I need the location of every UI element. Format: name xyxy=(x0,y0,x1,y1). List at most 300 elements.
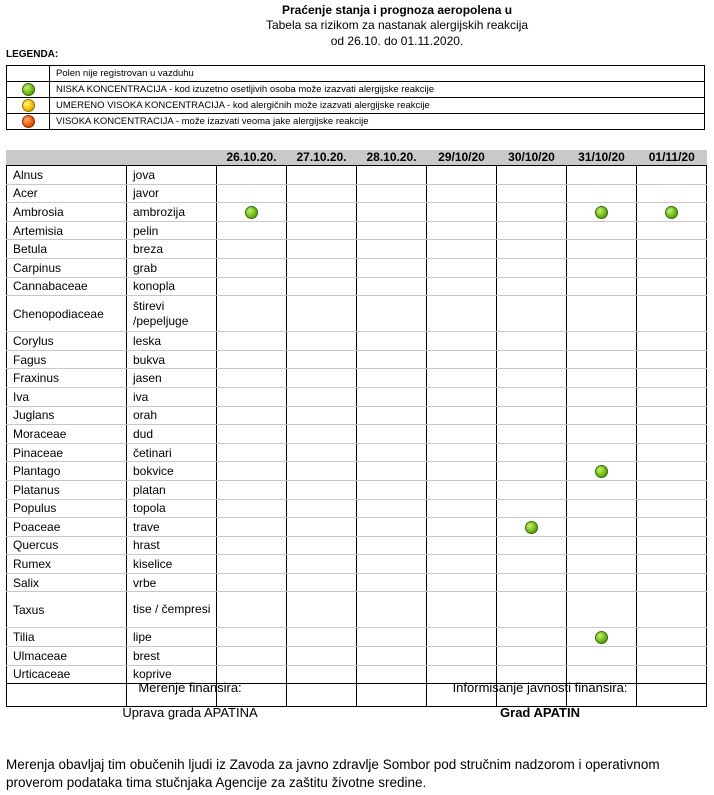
level-cell xyxy=(217,462,287,481)
latin-name: Platanus xyxy=(7,480,127,499)
pollen-table xyxy=(6,150,707,707)
level-cell xyxy=(357,240,427,259)
table-row xyxy=(7,499,707,518)
level-cell xyxy=(567,462,637,481)
green-dot-icon xyxy=(595,206,608,219)
level-cell xyxy=(217,628,287,647)
level-cell xyxy=(357,369,427,388)
table-row xyxy=(7,184,707,203)
latin-name: Artemisia xyxy=(7,221,127,240)
level-cell xyxy=(427,536,497,555)
level-cell xyxy=(287,628,357,647)
level-cell xyxy=(497,443,567,462)
latin-name: Betula xyxy=(7,240,127,259)
level-cell xyxy=(287,536,357,555)
latin-name: Chenopodiaceae xyxy=(7,296,127,332)
level-cell xyxy=(427,369,497,388)
level-cell xyxy=(427,166,497,185)
level-cell xyxy=(287,184,357,203)
level-cell xyxy=(287,555,357,574)
level-cell xyxy=(217,258,287,277)
local-name: javor xyxy=(127,184,217,203)
table-row xyxy=(7,332,707,351)
level-cell xyxy=(567,406,637,425)
table-row xyxy=(7,592,707,628)
table-row xyxy=(7,221,707,240)
table-row xyxy=(7,555,707,574)
level-cell xyxy=(287,592,357,628)
legend-text: VISOKA KONCENTRACIJA - može izazvati veoma jake alergijske reakcije xyxy=(50,114,705,130)
local-name: platan xyxy=(127,480,217,499)
level-cell xyxy=(357,258,427,277)
level-cell xyxy=(637,573,707,592)
level-cell xyxy=(497,332,567,351)
level-cell xyxy=(567,166,637,185)
legend-row xyxy=(7,98,705,114)
level-cell xyxy=(427,203,497,222)
level-cell xyxy=(427,592,497,628)
legend-swatch xyxy=(7,114,50,130)
level-cell xyxy=(357,665,427,684)
legend-text: Polen nije registrovan u vazduhu xyxy=(50,66,705,82)
legend-row xyxy=(7,114,705,130)
level-cell xyxy=(357,332,427,351)
local-name: iva xyxy=(127,387,217,406)
level-cell xyxy=(497,536,567,555)
level-cell xyxy=(637,462,707,481)
inform-funding-value: Grad APATIN xyxy=(500,705,580,720)
latin-name: Tilia xyxy=(7,628,127,647)
table-row xyxy=(7,166,707,185)
level-cell xyxy=(357,480,427,499)
measure-funding-label: Merenje finansira: xyxy=(138,680,242,695)
level-cell xyxy=(497,184,567,203)
level-cell xyxy=(567,536,637,555)
latin-name: Corylus xyxy=(7,332,127,351)
level-cell xyxy=(637,221,707,240)
local-name: tise / čempresi xyxy=(127,592,217,628)
legend-text: NISKA KONCENTRACIJA - kod izuzetno osetljivih osoba može izazvati alergijske reakcije xyxy=(50,82,705,98)
green-dot-icon xyxy=(22,83,35,96)
level-cell xyxy=(217,647,287,666)
level-cell xyxy=(567,518,637,537)
level-cell xyxy=(287,369,357,388)
local-name: jova xyxy=(127,166,217,185)
local-name: kiselice xyxy=(127,555,217,574)
date-header: 28.10.20. xyxy=(357,150,427,166)
level-cell xyxy=(287,499,357,518)
level-cell xyxy=(637,369,707,388)
level-cell xyxy=(567,296,637,332)
legend-swatch xyxy=(7,98,50,114)
level-cell xyxy=(497,406,567,425)
local-name: štirevi /pepeljuge xyxy=(127,296,217,332)
level-cell xyxy=(567,499,637,518)
level-cell xyxy=(497,573,567,592)
latin-name: Pinaceae xyxy=(7,443,127,462)
level-cell xyxy=(217,387,287,406)
level-cell xyxy=(357,573,427,592)
level-cell xyxy=(287,221,357,240)
latin-name: Moraceae xyxy=(7,425,127,444)
level-cell xyxy=(497,277,567,296)
level-cell xyxy=(217,425,287,444)
table-row xyxy=(7,628,707,647)
latin-name: Juglans xyxy=(7,406,127,425)
level-cell xyxy=(287,665,357,684)
table-row xyxy=(7,443,707,462)
latin-name: Salix xyxy=(7,573,127,592)
level-cell xyxy=(637,332,707,351)
table-row xyxy=(7,518,707,537)
level-cell xyxy=(427,277,497,296)
legend-text: UMERENO VISOKA KONCENTRACIJA - kod alergičnih može izazvati alergijske reakcije xyxy=(50,98,705,114)
level-cell xyxy=(287,277,357,296)
level-cell xyxy=(287,425,357,444)
level-cell xyxy=(287,462,357,481)
local-name: grab xyxy=(127,258,217,277)
level-cell xyxy=(567,221,637,240)
document-header xyxy=(0,3,714,49)
level-cell xyxy=(497,592,567,628)
latin-name: Quercus xyxy=(7,536,127,555)
date-header: 26.10.20. xyxy=(217,150,287,166)
level-cell xyxy=(637,499,707,518)
date-header: 29/10/20 xyxy=(427,150,497,166)
local-name: koprive xyxy=(127,665,217,684)
document-period: od 26.10. do 01.11.2020. xyxy=(330,34,464,48)
level-cell xyxy=(567,350,637,369)
level-cell xyxy=(217,555,287,574)
level-cell xyxy=(637,240,707,259)
level-cell xyxy=(427,425,497,444)
header-blank xyxy=(127,150,217,166)
table-row xyxy=(7,480,707,499)
level-cell xyxy=(637,387,707,406)
level-cell xyxy=(637,647,707,666)
level-cell xyxy=(217,350,287,369)
document-title: Praćenje stanja i prognoza aeropolena u xyxy=(281,3,513,17)
level-cell xyxy=(567,573,637,592)
level-cell xyxy=(217,499,287,518)
level-cell xyxy=(637,166,707,185)
level-cell xyxy=(567,555,637,574)
level-cell xyxy=(217,184,287,203)
green-dot-icon xyxy=(595,465,608,478)
level-cell xyxy=(567,480,637,499)
level-cell xyxy=(497,221,567,240)
level-cell xyxy=(637,443,707,462)
level-cell xyxy=(287,443,357,462)
level-cell xyxy=(357,387,427,406)
level-cell xyxy=(287,480,357,499)
level-cell xyxy=(427,350,497,369)
level-cell xyxy=(637,350,707,369)
latin-name: Ambrosia xyxy=(7,203,127,222)
latin-name: Alnus xyxy=(7,166,127,185)
header-blank xyxy=(7,150,127,166)
legend-heading: LEGENDA: xyxy=(6,49,59,60)
latin-name: Rumex xyxy=(7,555,127,574)
level-cell xyxy=(427,296,497,332)
date-header-row xyxy=(7,150,707,166)
latin-name: Taxus xyxy=(7,592,127,628)
level-cell xyxy=(567,369,637,388)
latin-name: Cannabaceae xyxy=(7,277,127,296)
table-row xyxy=(7,387,707,406)
level-cell xyxy=(567,628,637,647)
local-name: pelin xyxy=(127,221,217,240)
level-cell xyxy=(427,332,497,351)
level-cell xyxy=(217,332,287,351)
level-cell xyxy=(357,350,427,369)
measure-funding-value: Uprava grada APATINA xyxy=(122,705,258,720)
level-cell xyxy=(637,592,707,628)
level-cell xyxy=(357,499,427,518)
level-cell xyxy=(637,277,707,296)
level-cell xyxy=(497,258,567,277)
level-cell xyxy=(287,406,357,425)
level-cell xyxy=(357,184,427,203)
level-cell xyxy=(287,647,357,666)
table-row xyxy=(7,296,707,332)
blank-cell xyxy=(7,684,127,707)
date-header: 27.10.20. xyxy=(287,150,357,166)
local-name: trave xyxy=(127,518,217,537)
table-row xyxy=(7,406,707,425)
local-name: četinari xyxy=(127,443,217,462)
level-cell xyxy=(217,573,287,592)
local-name: breza xyxy=(127,240,217,259)
local-name: bukva xyxy=(127,350,217,369)
level-cell xyxy=(497,480,567,499)
table-row xyxy=(7,647,707,666)
table-row xyxy=(7,425,707,444)
level-cell xyxy=(427,406,497,425)
level-cell xyxy=(497,350,567,369)
local-name: topola xyxy=(127,499,217,518)
level-cell xyxy=(567,647,637,666)
level-cell xyxy=(637,406,707,425)
level-cell xyxy=(567,240,637,259)
orange-dot-icon xyxy=(22,115,35,128)
level-cell xyxy=(287,166,357,185)
level-cell xyxy=(217,221,287,240)
level-cell xyxy=(217,592,287,628)
latin-name: Urticaceae xyxy=(7,665,127,684)
level-cell xyxy=(357,518,427,537)
latin-name: Acer xyxy=(7,184,127,203)
level-cell xyxy=(427,518,497,537)
legend-swatch xyxy=(7,82,50,98)
level-cell xyxy=(427,555,497,574)
local-name: konopla xyxy=(127,277,217,296)
level-cell xyxy=(497,647,567,666)
local-name: vrbe xyxy=(127,573,217,592)
level-cell xyxy=(217,166,287,185)
level-cell xyxy=(217,406,287,425)
level-cell xyxy=(497,555,567,574)
level-cell xyxy=(637,555,707,574)
level-cell xyxy=(427,258,497,277)
legend-row xyxy=(7,66,705,82)
level-cell xyxy=(567,332,637,351)
inform-funding-label: Informisanje javnosti finansira: xyxy=(452,680,628,695)
local-name: orah xyxy=(127,406,217,425)
level-cell xyxy=(427,443,497,462)
level-cell xyxy=(357,443,427,462)
level-cell xyxy=(637,628,707,647)
level-cell xyxy=(217,518,287,537)
level-cell xyxy=(217,277,287,296)
level-cell xyxy=(427,184,497,203)
green-dot-icon xyxy=(525,521,538,534)
level-cell xyxy=(637,480,707,499)
level-cell xyxy=(497,387,567,406)
level-cell xyxy=(637,203,707,222)
date-header: 30/10/20 xyxy=(497,150,567,166)
local-name: bokvice xyxy=(127,462,217,481)
blank-cell xyxy=(287,684,357,707)
table-row xyxy=(7,462,707,481)
legend-row xyxy=(7,82,705,98)
level-cell xyxy=(217,443,287,462)
level-cell xyxy=(497,499,567,518)
table-row xyxy=(7,203,707,222)
level-cell xyxy=(287,573,357,592)
table-row xyxy=(7,573,707,592)
local-name: leska xyxy=(127,332,217,351)
table-row xyxy=(7,536,707,555)
level-cell xyxy=(497,240,567,259)
level-cell xyxy=(567,425,637,444)
green-dot-icon xyxy=(245,206,258,219)
level-cell xyxy=(637,425,707,444)
footer-note: Merenja obavljaj tim obučenih ljudi iz Zavoda za javno zdravlje Sombor pod stručnim nadzorom i operativnom proverom podataka tima stučnjaka Agencije za zaštitu životne sredine. xyxy=(6,757,660,790)
level-cell xyxy=(287,332,357,351)
level-cell xyxy=(357,221,427,240)
level-cell xyxy=(357,166,427,185)
table-row xyxy=(7,369,707,388)
level-cell xyxy=(567,203,637,222)
level-cell xyxy=(287,240,357,259)
blank-cell xyxy=(357,684,427,707)
latin-name: Fagus xyxy=(7,350,127,369)
green-dot-icon xyxy=(665,206,678,219)
level-cell xyxy=(497,518,567,537)
level-cell xyxy=(497,369,567,388)
level-cell xyxy=(567,592,637,628)
level-cell xyxy=(567,277,637,296)
level-cell xyxy=(357,406,427,425)
table-row xyxy=(7,350,707,369)
yellow-dot-icon xyxy=(22,99,35,112)
level-cell xyxy=(427,462,497,481)
level-cell xyxy=(497,203,567,222)
local-name: ambrozija xyxy=(127,203,217,222)
date-header: 31/10/20 xyxy=(567,150,637,166)
level-cell xyxy=(217,240,287,259)
level-cell xyxy=(357,203,427,222)
level-cell xyxy=(637,258,707,277)
level-cell xyxy=(287,203,357,222)
local-name: jasen xyxy=(127,369,217,388)
latin-name: Iva xyxy=(7,387,127,406)
green-dot-icon xyxy=(595,631,608,644)
level-cell xyxy=(427,240,497,259)
level-cell xyxy=(357,277,427,296)
level-cell xyxy=(217,296,287,332)
date-header: 01/11/20 xyxy=(637,150,707,166)
level-cell xyxy=(567,258,637,277)
level-cell xyxy=(287,350,357,369)
level-cell xyxy=(497,425,567,444)
local-name: hrast xyxy=(127,536,217,555)
latin-name: Carpinus xyxy=(7,258,127,277)
document-subtitle: Tabela sa rizikom za nastanak alergijskih reakcija xyxy=(265,18,529,32)
level-cell xyxy=(567,184,637,203)
level-cell xyxy=(357,592,427,628)
level-cell xyxy=(637,518,707,537)
level-cell xyxy=(427,647,497,666)
local-name: lipe xyxy=(127,628,217,647)
level-cell xyxy=(217,480,287,499)
level-cell xyxy=(427,628,497,647)
level-cell xyxy=(567,387,637,406)
level-cell xyxy=(357,555,427,574)
level-cell xyxy=(287,518,357,537)
level-cell xyxy=(217,536,287,555)
level-cell xyxy=(427,573,497,592)
level-cell xyxy=(427,499,497,518)
level-cell xyxy=(357,296,427,332)
level-cell xyxy=(357,647,427,666)
level-cell xyxy=(287,296,357,332)
latin-name: Ulmaceae xyxy=(7,647,127,666)
level-cell xyxy=(497,628,567,647)
level-cell xyxy=(497,462,567,481)
level-cell xyxy=(427,480,497,499)
level-cell xyxy=(637,296,707,332)
level-cell xyxy=(427,387,497,406)
level-cell xyxy=(357,425,427,444)
latin-name: Populus xyxy=(7,499,127,518)
level-cell xyxy=(427,221,497,240)
level-cell xyxy=(357,462,427,481)
level-cell xyxy=(217,369,287,388)
level-cell xyxy=(287,258,357,277)
latin-name: Plantago xyxy=(7,462,127,481)
table-row xyxy=(7,277,707,296)
level-cell xyxy=(287,387,357,406)
local-name: dud xyxy=(127,425,217,444)
latin-name: Poaceae xyxy=(7,518,127,537)
level-cell xyxy=(497,296,567,332)
table-row xyxy=(7,240,707,259)
level-cell xyxy=(637,536,707,555)
latin-name: Fraxinus xyxy=(7,369,127,388)
table-row xyxy=(7,258,707,277)
level-cell xyxy=(567,443,637,462)
level-cell xyxy=(497,166,567,185)
local-name: brest xyxy=(127,647,217,666)
legend-swatch xyxy=(7,66,50,82)
legend-table xyxy=(6,65,705,130)
level-cell xyxy=(637,184,707,203)
level-cell xyxy=(357,628,427,647)
level-cell xyxy=(217,203,287,222)
level-cell xyxy=(357,536,427,555)
